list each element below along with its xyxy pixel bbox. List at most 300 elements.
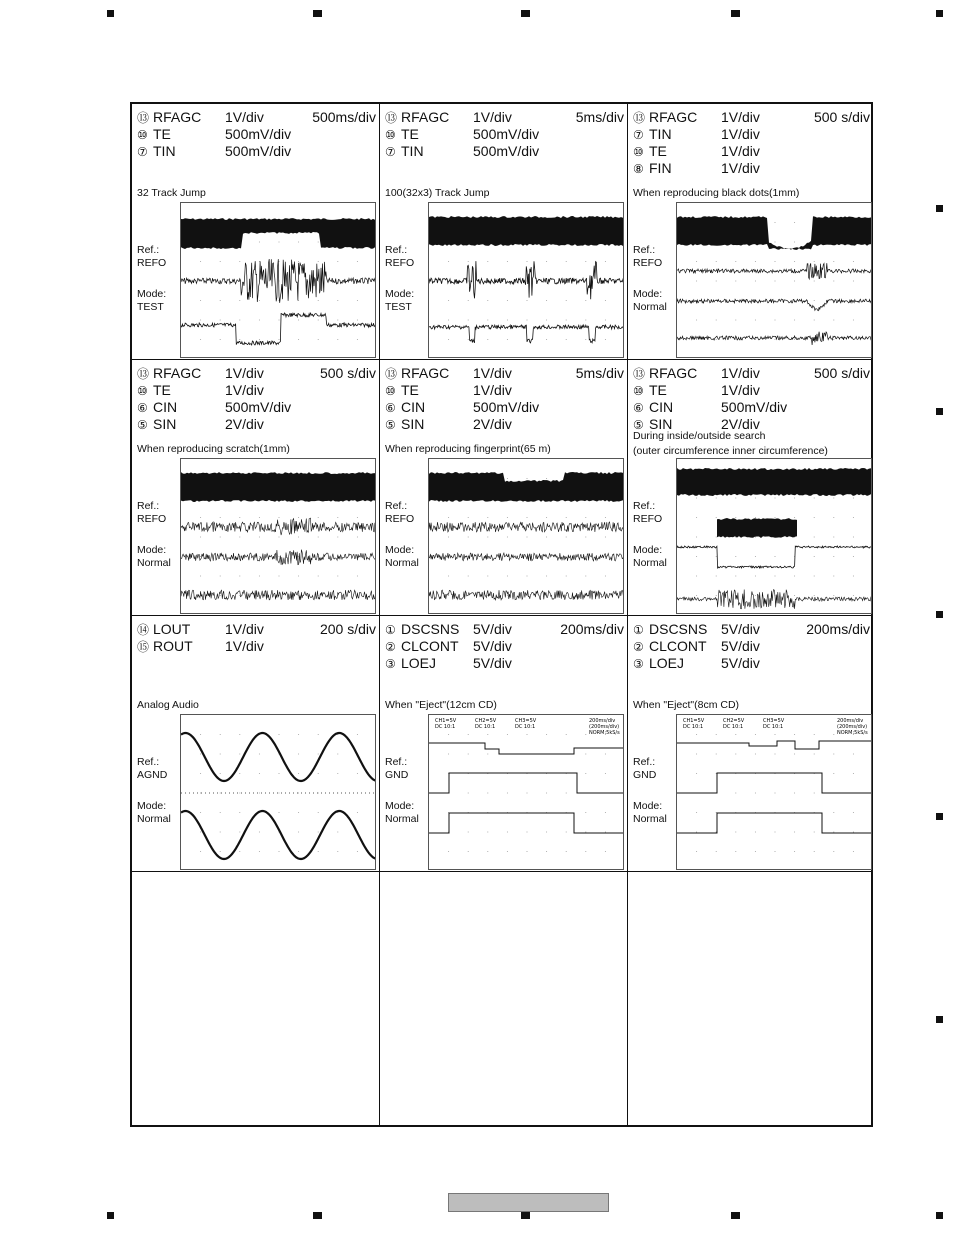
scope-header-text: DC 10:1 bbox=[515, 724, 536, 730]
graticule-dot bbox=[585, 812, 586, 813]
graticule-dot bbox=[794, 793, 795, 794]
registration-mark bbox=[731, 10, 740, 17]
graticule-dot bbox=[527, 320, 528, 321]
graticule-dot bbox=[527, 832, 528, 833]
graticule-dot bbox=[716, 498, 717, 499]
graticule-dot bbox=[220, 300, 221, 301]
graticule-dot bbox=[279, 576, 280, 577]
signal-number: ⑩ bbox=[137, 384, 148, 398]
signal-scale: 5V/div bbox=[721, 621, 760, 637]
graticule-dot bbox=[318, 261, 319, 262]
graticule-dot bbox=[337, 300, 338, 301]
scope-header-text: CH1=5V bbox=[683, 718, 705, 724]
graticule-dot bbox=[259, 851, 260, 852]
graticule-dot bbox=[696, 734, 697, 735]
trace bbox=[429, 325, 624, 343]
graticule-dot bbox=[527, 793, 528, 794]
signal-row bbox=[137, 143, 305, 161]
graticule-dot bbox=[220, 261, 221, 262]
graticule-dot bbox=[735, 281, 736, 282]
dscsns-trace bbox=[677, 741, 872, 749]
graticule-dot bbox=[775, 261, 776, 262]
graticule-dot bbox=[716, 281, 717, 282]
registration-mark bbox=[936, 813, 943, 820]
graticule-dot bbox=[735, 498, 736, 499]
graticule-dot bbox=[716, 517, 717, 518]
waveform-panel bbox=[628, 360, 873, 616]
graticule-dot bbox=[735, 517, 736, 518]
graticule-dot bbox=[696, 281, 697, 282]
graticule-dot bbox=[487, 320, 488, 321]
graticule-dot bbox=[200, 851, 201, 852]
graticule-dot bbox=[318, 339, 319, 340]
signal-scale: 500mV/div bbox=[473, 126, 540, 142]
signal-name: TE bbox=[649, 143, 667, 159]
graticule-dot bbox=[814, 576, 815, 577]
graticule-dot bbox=[696, 320, 697, 321]
graticule-dot bbox=[755, 320, 756, 321]
graticule-dot bbox=[259, 754, 260, 755]
waveform-panel bbox=[380, 616, 628, 872]
graticule-dot bbox=[755, 851, 756, 852]
graticule-dot bbox=[566, 320, 567, 321]
signal-number: ⑬ bbox=[633, 111, 646, 125]
graticule-dot bbox=[735, 851, 736, 852]
graticule-dot bbox=[448, 537, 449, 538]
signal-scale: 5V/div bbox=[473, 655, 512, 671]
signal-name: TIN bbox=[401, 143, 424, 159]
clcont-trace bbox=[677, 773, 872, 793]
signal-row bbox=[633, 160, 801, 178]
graticule-dot bbox=[259, 320, 260, 321]
signal-scale: 1V/div bbox=[473, 382, 512, 398]
graticule-dot bbox=[853, 773, 854, 774]
graticule-dot bbox=[814, 793, 815, 794]
graticule-dot bbox=[605, 517, 606, 518]
graticule-dot bbox=[794, 851, 795, 852]
signal-row bbox=[633, 365, 801, 383]
signal-name: RFAGC bbox=[153, 365, 202, 381]
rf-envelope bbox=[677, 216, 872, 250]
graticule-dot bbox=[755, 576, 756, 577]
empty-panel bbox=[380, 872, 628, 1127]
graticule-dot bbox=[716, 320, 717, 321]
signal-scale: 1V/div bbox=[721, 126, 760, 142]
graticule-dot bbox=[585, 734, 586, 735]
graticule-dot bbox=[833, 556, 834, 557]
graticule-dot bbox=[259, 576, 260, 577]
trace bbox=[181, 550, 376, 565]
trace bbox=[677, 299, 872, 311]
ref-label: Ref.: bbox=[137, 500, 160, 512]
graticule-dot bbox=[337, 851, 338, 852]
graticule-dot bbox=[814, 556, 815, 557]
signal-row bbox=[633, 399, 801, 417]
scope-header-text: DC 10:1 bbox=[435, 724, 456, 730]
signal-name: RFAGC bbox=[649, 365, 698, 381]
graticule-dot bbox=[298, 537, 299, 538]
graticule-dot bbox=[318, 576, 319, 577]
graticule-dot bbox=[220, 734, 221, 735]
graticule-dot bbox=[585, 339, 586, 340]
graticule-dot bbox=[527, 576, 528, 577]
graticule-dot bbox=[775, 793, 776, 794]
waveform-plot bbox=[677, 459, 872, 614]
graticule-dot bbox=[298, 320, 299, 321]
oscilloscope-screen bbox=[676, 202, 872, 358]
waveform-panel bbox=[132, 360, 380, 616]
mode-label: Mode: bbox=[137, 544, 167, 556]
graticule-dot bbox=[337, 832, 338, 833]
graticule-dot bbox=[775, 517, 776, 518]
graticule-dot bbox=[755, 281, 756, 282]
graticule-dot bbox=[200, 339, 201, 340]
graticule-dot bbox=[814, 832, 815, 833]
graticule-dot bbox=[487, 576, 488, 577]
ref-label: Ref.: bbox=[633, 500, 656, 512]
graticule-dot bbox=[507, 261, 508, 262]
graticule-dot bbox=[566, 537, 567, 538]
signal-row bbox=[385, 621, 553, 639]
graticule-dot bbox=[853, 832, 854, 833]
graticule-dot bbox=[220, 576, 221, 577]
signal-name: TIN bbox=[649, 126, 672, 142]
graticule-dot bbox=[220, 832, 221, 833]
graticule-dot bbox=[696, 773, 697, 774]
rf-envelope bbox=[429, 216, 624, 246]
graticule-dot bbox=[794, 595, 795, 596]
ref-value: REFO bbox=[385, 257, 415, 269]
graticule-dot bbox=[716, 851, 717, 852]
graticule-dot bbox=[566, 261, 567, 262]
signal-number: ⑭ bbox=[137, 623, 150, 637]
graticule-dot bbox=[566, 339, 567, 340]
graticule-dot bbox=[794, 242, 795, 243]
graticule-dot bbox=[279, 556, 280, 557]
signal-name: RFAGC bbox=[153, 109, 202, 125]
ref-label: Ref.: bbox=[633, 244, 656, 256]
graticule-dot bbox=[716, 556, 717, 557]
graticule-dot bbox=[605, 339, 606, 340]
signal-scale: 5V/div bbox=[473, 621, 512, 637]
graticule-dot bbox=[239, 851, 240, 852]
dscsns-trace bbox=[429, 743, 624, 754]
graticule-dot bbox=[448, 734, 449, 735]
graticule-dot bbox=[546, 339, 547, 340]
signal-row bbox=[633, 621, 801, 639]
signal-number: ⑮ bbox=[137, 640, 150, 654]
scope-header-text: CH2=5V bbox=[723, 718, 745, 724]
graticule-dot bbox=[853, 498, 854, 499]
trace bbox=[181, 518, 376, 535]
registration-mark bbox=[521, 1212, 530, 1219]
signal-scale: 1V/div bbox=[473, 109, 512, 125]
graticule-dot bbox=[605, 832, 606, 833]
graticule-dot bbox=[585, 517, 586, 518]
panel-caption: When "Eject"(12cm CD) bbox=[385, 699, 497, 711]
graticule-dot bbox=[735, 832, 736, 833]
graticule-dot bbox=[696, 537, 697, 538]
graticule-dot bbox=[487, 261, 488, 262]
graticule-dot bbox=[357, 261, 358, 262]
graticule-dot bbox=[448, 320, 449, 321]
graticule-dot bbox=[220, 851, 221, 852]
scope-header-text: CH1=5V bbox=[435, 718, 457, 724]
graticule-dot bbox=[357, 320, 358, 321]
signal-name: CLCONT bbox=[401, 638, 459, 654]
mode-value: Normal bbox=[633, 557, 667, 569]
graticule-dot bbox=[735, 261, 736, 262]
signal-scale: 1V/div bbox=[225, 109, 264, 125]
signal-number: ① bbox=[385, 623, 396, 637]
graticule-dot bbox=[318, 537, 319, 538]
signal-number: ⑬ bbox=[385, 367, 398, 381]
ref-value: REFO bbox=[633, 513, 663, 525]
signal-row bbox=[385, 126, 553, 144]
graticule-dot bbox=[605, 576, 606, 577]
signal-scale: 500mV/div bbox=[225, 126, 292, 142]
graticule-dot bbox=[546, 832, 547, 833]
graticule-dot bbox=[468, 832, 469, 833]
signal-number: ⑦ bbox=[385, 145, 396, 159]
graticule-dot bbox=[448, 261, 449, 262]
ref-value: REFO bbox=[137, 257, 167, 269]
graticule-dot bbox=[546, 300, 547, 301]
graticule-dot bbox=[716, 339, 717, 340]
loej-trace bbox=[429, 813, 624, 833]
graticule-dot bbox=[468, 517, 469, 518]
scope-header-text: 200ms/div bbox=[837, 718, 864, 724]
scope-header-text: DC 10:1 bbox=[475, 724, 496, 730]
graticule-dot bbox=[298, 832, 299, 833]
graticule-dot bbox=[239, 832, 240, 833]
graticule-dot bbox=[318, 832, 319, 833]
signal-number: ⑩ bbox=[385, 128, 396, 142]
signal-name: ROUT bbox=[153, 638, 193, 654]
signal-number: ⑧ bbox=[633, 162, 644, 176]
waveform-plot bbox=[429, 459, 624, 614]
graticule-dot bbox=[200, 734, 201, 735]
graticule-dot bbox=[239, 339, 240, 340]
graticule-dot bbox=[220, 595, 221, 596]
graticule-dot bbox=[468, 576, 469, 577]
trace bbox=[677, 332, 872, 345]
graticule-dot bbox=[853, 517, 854, 518]
graticule-dot bbox=[239, 734, 240, 735]
graticule-dot bbox=[546, 517, 547, 518]
graticule-dot bbox=[337, 537, 338, 538]
ref-label: Ref.: bbox=[137, 244, 160, 256]
graticule-dot bbox=[200, 537, 201, 538]
signal-row bbox=[137, 416, 305, 434]
graticule-dot bbox=[775, 222, 776, 223]
graticule-dot bbox=[794, 832, 795, 833]
mode-value: Normal bbox=[137, 813, 171, 825]
graticule-dot bbox=[200, 320, 201, 321]
graticule-dot bbox=[487, 300, 488, 301]
signal-name: TE bbox=[649, 382, 667, 398]
graticule-dot bbox=[239, 773, 240, 774]
graticule-dot bbox=[507, 320, 508, 321]
graticule-dot bbox=[794, 754, 795, 755]
signal-row bbox=[385, 109, 553, 127]
signal-number: ⑩ bbox=[633, 384, 644, 398]
signal-name: SIN bbox=[401, 416, 425, 432]
graticule-dot bbox=[200, 773, 201, 774]
signal-number: ③ bbox=[385, 657, 396, 671]
signal-row bbox=[385, 143, 553, 161]
graticule-dot bbox=[853, 261, 854, 262]
ref-value: REFO bbox=[137, 513, 167, 525]
graticule-dot bbox=[794, 734, 795, 735]
graticule-dot bbox=[814, 261, 815, 262]
signal-number: ⑬ bbox=[633, 367, 646, 381]
signal-row bbox=[385, 638, 553, 656]
graticule-dot bbox=[794, 222, 795, 223]
graticule-dot bbox=[279, 537, 280, 538]
graticule-dot bbox=[605, 300, 606, 301]
graticule-dot bbox=[735, 734, 736, 735]
graticule-dot bbox=[468, 320, 469, 321]
signal-name: CIN bbox=[153, 399, 178, 415]
graticule-dot bbox=[716, 261, 717, 262]
panel-caption-2: (outer circumference inner circumference) bbox=[633, 445, 828, 457]
graticule-dot bbox=[527, 261, 528, 262]
signal-scale: 2V/div bbox=[473, 416, 512, 432]
graticule-dot bbox=[566, 793, 567, 794]
graticule-dot bbox=[696, 754, 697, 755]
graticule-dot bbox=[259, 300, 260, 301]
graticule-dot bbox=[448, 300, 449, 301]
ref-label: Ref.: bbox=[385, 756, 408, 768]
signal-row bbox=[137, 126, 305, 144]
graticule-dot bbox=[605, 261, 606, 262]
signal-number: ② bbox=[633, 640, 644, 654]
graticule-dot bbox=[279, 851, 280, 852]
signal-scale: 2V/div bbox=[225, 416, 264, 432]
graticule-dot bbox=[507, 851, 508, 852]
graticule-dot bbox=[448, 339, 449, 340]
graticule-dot bbox=[337, 773, 338, 774]
graticule-dot bbox=[507, 576, 508, 577]
graticule-dot bbox=[239, 537, 240, 538]
graticule-dot bbox=[566, 851, 567, 852]
graticule-dot bbox=[696, 851, 697, 852]
graticule-dot bbox=[605, 320, 606, 321]
graticule-dot bbox=[775, 851, 776, 852]
graticule-dot bbox=[200, 261, 201, 262]
graticule-dot bbox=[814, 754, 815, 755]
graticule-dot bbox=[448, 851, 449, 852]
graticule-dot bbox=[220, 320, 221, 321]
graticule-dot bbox=[775, 320, 776, 321]
signal-row bbox=[633, 109, 801, 127]
graticule-dot bbox=[298, 576, 299, 577]
graticule-dot bbox=[853, 281, 854, 282]
graticule-dot bbox=[833, 754, 834, 755]
graticule-dot bbox=[585, 556, 586, 557]
signal-scale: 5V/div bbox=[721, 638, 760, 654]
signal-number: ⑬ bbox=[385, 111, 398, 125]
graticule-dot bbox=[337, 339, 338, 340]
graticule-dot bbox=[487, 851, 488, 852]
signal-row bbox=[137, 638, 305, 656]
graticule-dot bbox=[833, 576, 834, 577]
graticule-dot bbox=[220, 793, 221, 794]
signal-name: LOEJ bbox=[401, 655, 437, 671]
graticule-dot bbox=[585, 773, 586, 774]
graticule-dot bbox=[755, 537, 756, 538]
graticule-dot bbox=[527, 478, 528, 479]
signal-name: TIN bbox=[153, 143, 176, 159]
signal-number: ⑩ bbox=[633, 145, 644, 159]
signal-name: LOEJ bbox=[649, 655, 685, 671]
graticule-dot bbox=[527, 537, 528, 538]
graticule-dot bbox=[259, 242, 260, 243]
signal-scale: 500mV/div bbox=[721, 399, 788, 415]
graticule-dot bbox=[814, 734, 815, 735]
signal-name: CIN bbox=[649, 399, 674, 415]
scope-header-text: (200ms/div) bbox=[837, 724, 868, 730]
graticule-dot bbox=[853, 851, 854, 852]
graticule-dot bbox=[468, 851, 469, 852]
graticule-dot bbox=[487, 339, 488, 340]
graticule-dot bbox=[279, 773, 280, 774]
waveform-table bbox=[130, 102, 873, 1127]
graticule-dot bbox=[775, 832, 776, 833]
ref-value: REFO bbox=[385, 513, 415, 525]
graticule-dot bbox=[755, 832, 756, 833]
signal-row bbox=[137, 382, 305, 400]
signal-number: ⑥ bbox=[633, 401, 644, 415]
scope-header-text: CH3=5V bbox=[515, 718, 537, 724]
graticule-dot bbox=[468, 734, 469, 735]
lout-trace bbox=[181, 733, 376, 781]
empty-panel bbox=[132, 872, 380, 1127]
waveform-plot bbox=[677, 715, 872, 870]
graticule-dot bbox=[814, 851, 815, 852]
timebase-label: 500 s/div bbox=[813, 109, 870, 125]
graticule-dot bbox=[527, 734, 528, 735]
graticule-dot bbox=[259, 793, 260, 794]
graticule-dot bbox=[585, 261, 586, 262]
oscilloscope-screen bbox=[180, 458, 376, 614]
graticule-dot bbox=[507, 478, 508, 479]
graticule-dot bbox=[755, 793, 756, 794]
scope-header-text: CH2=5V bbox=[475, 718, 497, 724]
graticule-dot bbox=[794, 517, 795, 518]
panel-caption: 32 Track Jump bbox=[137, 187, 206, 199]
graticule-dot bbox=[220, 339, 221, 340]
graticule-dot bbox=[585, 576, 586, 577]
graticule-dot bbox=[220, 812, 221, 813]
scope-header-text: DC 10:1 bbox=[763, 724, 784, 730]
signal-number: ② bbox=[385, 640, 396, 654]
ref-value: GND bbox=[633, 769, 657, 781]
graticule-dot bbox=[487, 793, 488, 794]
trace bbox=[181, 590, 376, 600]
timebase-label: 500 s/div bbox=[319, 365, 376, 381]
graticule-dot bbox=[794, 320, 795, 321]
graticule-dot bbox=[259, 517, 260, 518]
graticule-dot bbox=[775, 754, 776, 755]
graticule-dot bbox=[507, 300, 508, 301]
graticule-dot bbox=[318, 773, 319, 774]
graticule-dot bbox=[279, 339, 280, 340]
signal-name: SIN bbox=[153, 416, 177, 432]
scope-header-text: DC 10:1 bbox=[683, 724, 704, 730]
graticule-dot bbox=[794, 498, 795, 499]
